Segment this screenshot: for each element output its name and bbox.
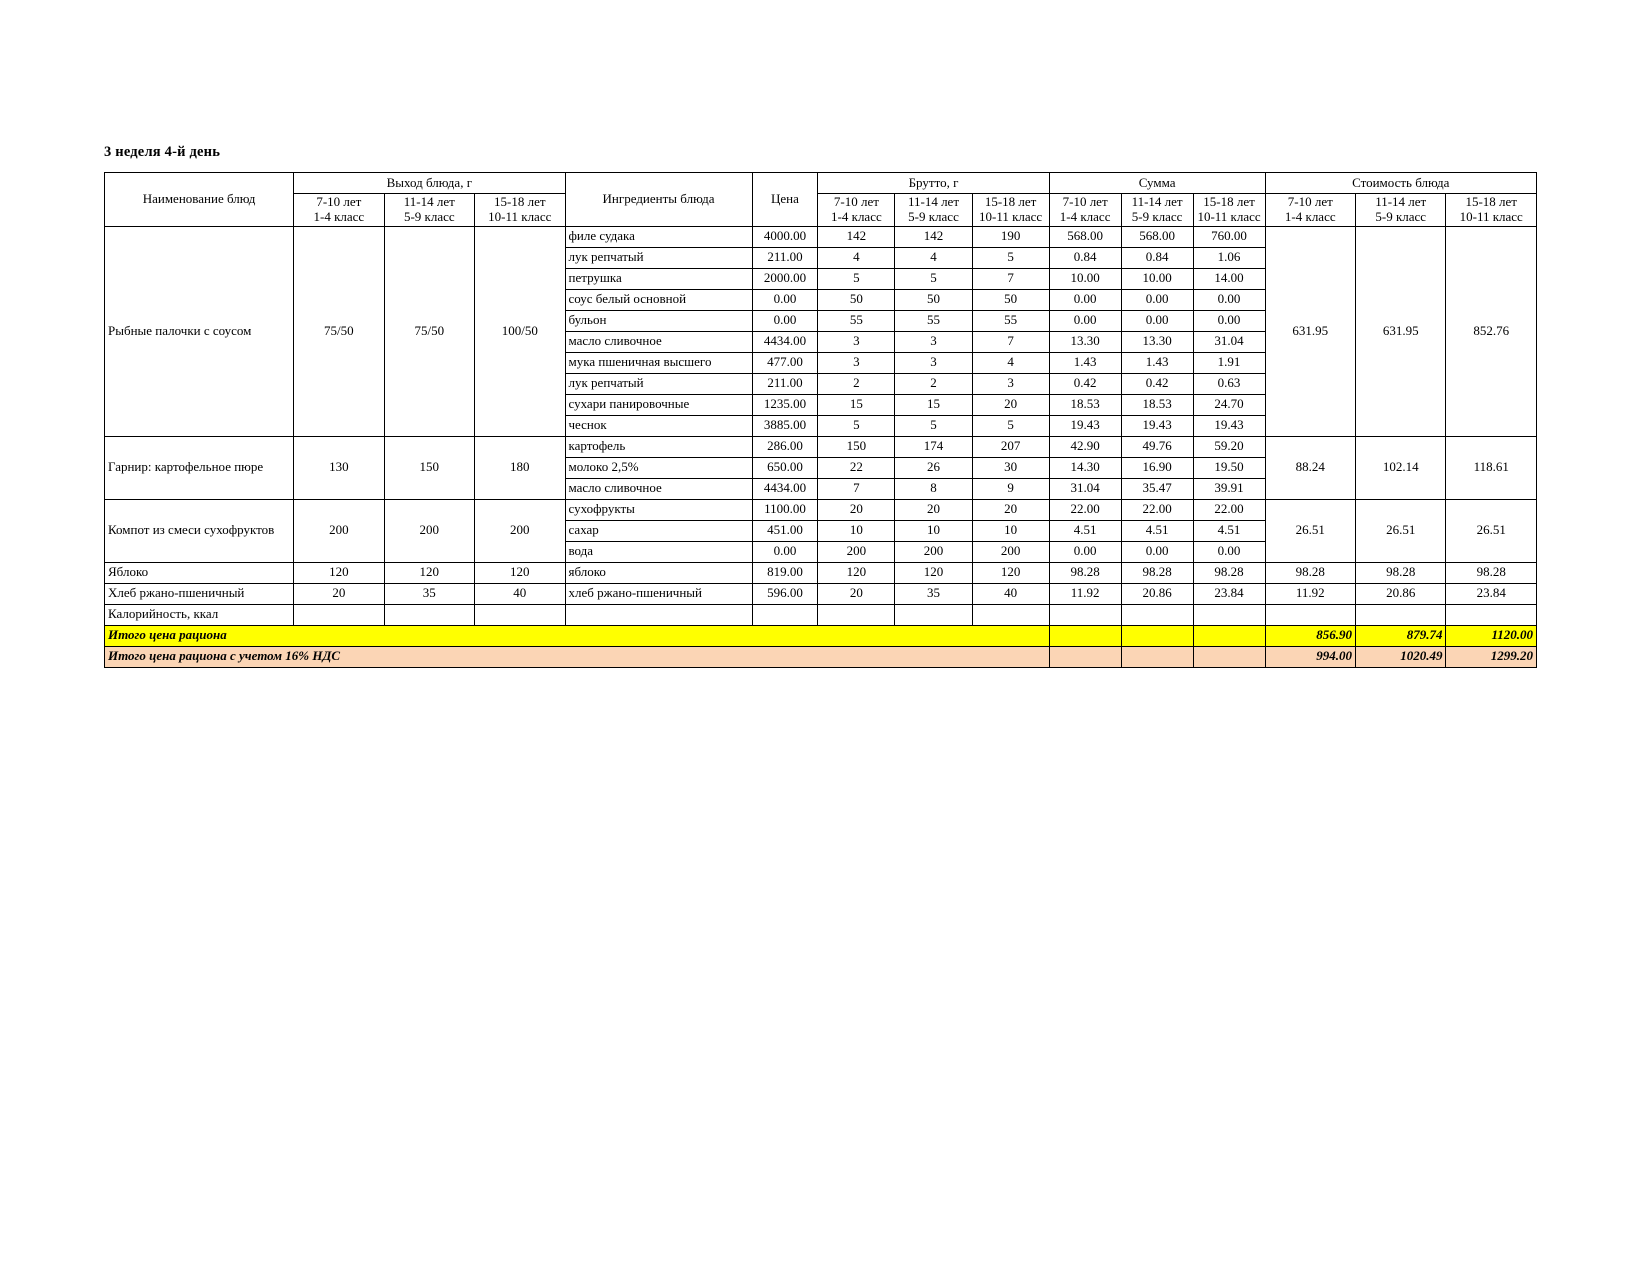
ingredient-price-cell: 451.00 [752,520,818,541]
ingredient-price-cell: 0.00 [752,541,818,562]
dish-yield-cell-0: 130 [294,436,384,499]
ingredient-gross-cell-1: 26 [895,457,972,478]
dish-yield-cell-1: 150 [384,436,474,499]
total-value-1: 879.74 [1356,625,1446,646]
ingredient-gross-cell-0: 15 [818,394,895,415]
calories-cell [1121,604,1193,625]
dish-cost-cell-0: 11.92 [1265,583,1355,604]
ingredient-name-cell: лук репчатый [565,373,752,394]
calories-value-0 [1265,604,1355,625]
ingredient-gross-cell-1: 5 [895,415,972,436]
ingredient-name-cell: филе судака [565,226,752,247]
dish-yield-cell-0: 75/50 [294,226,384,436]
header-yield: Выход блюда, г [294,173,565,194]
ingredient-sum-cell-0: 4.51 [1049,520,1121,541]
ingredient-price-cell: 211.00 [752,247,818,268]
ingredient-gross-cell-2: 4 [972,352,1049,373]
ingredient-sum-cell-0: 22.00 [1049,499,1121,520]
ingredient-price-cell: 477.00 [752,352,818,373]
ingredient-sum-cell-2: 31.04 [1193,331,1265,352]
total-vat-value-1: 1020.49 [1356,646,1446,667]
ingredient-gross-cell-0: 20 [818,499,895,520]
ingredient-sum-cell-2: 59.20 [1193,436,1265,457]
dish-yield-cell-1: 75/50 [384,226,474,436]
total-spacer [1121,625,1193,646]
ingredient-price-cell: 4434.00 [752,331,818,352]
ingredient-price-cell: 4434.00 [752,478,818,499]
header-sum-age-0: 7-10 лет 1-4 класс [1049,194,1121,227]
ingredient-name-cell: бульон [565,310,752,331]
ingredient-gross-cell-2: 7 [972,331,1049,352]
header-yield-age-2: 15-18 лет 10-11 класс [475,194,565,227]
ingredient-price-cell: 819.00 [752,562,818,583]
ingredient-sum-cell-1: 35.47 [1121,478,1193,499]
ingredient-name-cell: чеснок [565,415,752,436]
ingredient-gross-cell-1: 200 [895,541,972,562]
ingredient-gross-cell-2: 5 [972,415,1049,436]
dish-cost-cell-2: 852.76 [1446,226,1537,436]
ingredient-gross-cell-1: 15 [895,394,972,415]
ingredient-sum-cell-1: 13.30 [1121,331,1193,352]
ingredient-price-cell: 3885.00 [752,415,818,436]
ingredient-gross-cell-0: 20 [818,583,895,604]
ingredient-sum-cell-0: 14.30 [1049,457,1121,478]
ingredient-price-cell: 0.00 [752,289,818,310]
ingredient-sum-cell-0: 0.00 [1049,310,1121,331]
ingredient-gross-cell-2: 50 [972,289,1049,310]
total-vat-row [105,646,1537,667]
calories-cell [475,604,565,625]
ingredient-name-cell: сухофрукты [565,499,752,520]
menu-table [104,172,1537,668]
ingredient-gross-cell-1: 2 [895,373,972,394]
ingredient-gross-cell-2: 190 [972,226,1049,247]
ingredient-price-cell: 1100.00 [752,499,818,520]
ingredient-sum-cell-1: 20.86 [1121,583,1193,604]
ingredient-sum-cell-1: 10.00 [1121,268,1193,289]
ingredient-name-cell: соус белый основной [565,289,752,310]
ingredient-sum-cell-0: 0.42 [1049,373,1121,394]
header-yield-age-0: 7-10 лет 1-4 класс [294,194,384,227]
table-footer [105,604,1537,667]
calories-cell [294,604,384,625]
header-price: Цена [752,173,818,227]
ingredient-gross-cell-2: 3 [972,373,1049,394]
header-sum-age-1: 11-14 лет 5-9 класс [1121,194,1193,227]
header-yield-age-1: 11-14 лет 5-9 класс [384,194,474,227]
header-sum: Сумма [1049,173,1265,194]
ingredient-sum-cell-2: 22.00 [1193,499,1265,520]
calories-value-1 [1356,604,1446,625]
calories-value-2 [1446,604,1537,625]
dish-name-cell: Рыбные палочки с соусом [105,226,294,436]
ingredient-gross-cell-0: 5 [818,415,895,436]
ingredient-sum-cell-1: 0.00 [1121,541,1193,562]
ingredient-name-cell: сухари панировочные [565,394,752,415]
ingredient-gross-cell-1: 174 [895,436,972,457]
calories-cell [1193,604,1265,625]
ingredient-gross-cell-0: 3 [818,331,895,352]
ingredient-gross-cell-1: 120 [895,562,972,583]
header-dish-name: Наименование блюд [105,173,294,227]
dish-cost-cell-1: 26.51 [1356,499,1446,562]
ingredient-sum-cell-0: 568.00 [1049,226,1121,247]
ingredient-gross-cell-0: 55 [818,310,895,331]
ingredient-sum-cell-2: 1.91 [1193,352,1265,373]
header-row-top [105,173,1537,194]
table-body [105,226,1537,604]
dish-cost-cell-1: 98.28 [1356,562,1446,583]
dish-cost-cell-0: 88.24 [1265,436,1355,499]
total-vat-value-0: 994.00 [1265,646,1355,667]
ingredient-sum-cell-2: 19.50 [1193,457,1265,478]
ingredient-sum-cell-1: 98.28 [1121,562,1193,583]
ingredient-gross-cell-0: 4 [818,247,895,268]
ingredient-gross-cell-2: 7 [972,268,1049,289]
dish-yield-cell-2: 40 [475,583,565,604]
dish-yield-cell-2: 100/50 [475,226,565,436]
ingredient-sum-cell-2: 98.28 [1193,562,1265,583]
ingredient-gross-cell-1: 55 [895,310,972,331]
ingredient-sum-cell-1: 19.43 [1121,415,1193,436]
total-row [105,625,1537,646]
ingredient-gross-cell-1: 35 [895,583,972,604]
ingredient-sum-cell-1: 49.76 [1121,436,1193,457]
ingredient-gross-cell-1: 20 [895,499,972,520]
ingredient-price-cell: 1235.00 [752,394,818,415]
calories-row [105,604,1537,625]
ingredient-name-cell: хлеб ржано-пшеничный [565,583,752,604]
dish-yield-cell-1: 35 [384,583,474,604]
calories-cell [895,604,972,625]
ingredient-gross-cell-1: 3 [895,352,972,373]
ingredient-sum-cell-0: 19.43 [1049,415,1121,436]
menu-table-container [104,172,1537,668]
total-vat-value-2: 1299.20 [1446,646,1537,667]
calories-cell [384,604,474,625]
ingredient-sum-cell-2: 24.70 [1193,394,1265,415]
total-label: Итого цена рациона [105,625,1050,646]
dish-cost-cell-1: 20.86 [1356,583,1446,604]
ingredient-sum-cell-2: 1.06 [1193,247,1265,268]
table-row [105,562,1537,583]
ingredient-gross-cell-1: 50 [895,289,972,310]
ingredient-name-cell: лук репчатый [565,247,752,268]
ingredient-gross-cell-1: 5 [895,268,972,289]
ingredient-gross-cell-0: 22 [818,457,895,478]
ingredient-gross-cell-2: 30 [972,457,1049,478]
table-row [105,583,1537,604]
total-value-2: 1120.00 [1446,625,1537,646]
dish-cost-cell-0: 98.28 [1265,562,1355,583]
ingredient-sum-cell-2: 4.51 [1193,520,1265,541]
ingredient-sum-cell-0: 31.04 [1049,478,1121,499]
ingredient-sum-cell-0: 42.90 [1049,436,1121,457]
dish-cost-cell-2: 118.61 [1446,436,1537,499]
dish-yield-cell-0: 20 [294,583,384,604]
total-vat-spacer [1049,646,1121,667]
ingredient-gross-cell-0: 10 [818,520,895,541]
header-sum-age-2: 15-18 лет 10-11 класс [1193,194,1265,227]
ingredient-sum-cell-1: 22.00 [1121,499,1193,520]
total-vat-spacer [1193,646,1265,667]
ingredient-price-cell: 2000.00 [752,268,818,289]
ingredient-gross-cell-0: 200 [818,541,895,562]
ingredient-sum-cell-2: 0.00 [1193,289,1265,310]
dish-yield-cell-0: 200 [294,499,384,562]
dish-yield-cell-1: 120 [384,562,474,583]
total-spacer [1193,625,1265,646]
ingredient-sum-cell-2: 14.00 [1193,268,1265,289]
calories-label: Калорийность, ккал [105,604,294,625]
ingredient-sum-cell-0: 18.53 [1049,394,1121,415]
ingredient-sum-cell-0: 0.00 [1049,541,1121,562]
ingredient-sum-cell-0: 98.28 [1049,562,1121,583]
ingredient-sum-cell-2: 0.00 [1193,541,1265,562]
ingredient-gross-cell-0: 142 [818,226,895,247]
dish-yield-cell-1: 200 [384,499,474,562]
ingredient-gross-cell-2: 120 [972,562,1049,583]
ingredient-sum-cell-0: 0.84 [1049,247,1121,268]
ingredient-sum-cell-1: 0.00 [1121,289,1193,310]
ingredient-name-cell: масло сливочное [565,478,752,499]
ingredient-sum-cell-1: 0.00 [1121,310,1193,331]
ingredient-gross-cell-0: 50 [818,289,895,310]
total-vat-label: Итого цена рациона с учетом 16% НДС [105,646,1050,667]
ingredient-sum-cell-1: 18.53 [1121,394,1193,415]
dish-name-cell: Компот из смеси сухофруктов [105,499,294,562]
header-row-age-groups [105,194,1537,227]
ingredient-price-cell: 286.00 [752,436,818,457]
ingredient-price-cell: 596.00 [752,583,818,604]
table-row [105,499,1537,520]
header-gross-age-2: 15-18 лет 10-11 класс [972,194,1049,227]
ingredient-name-cell: яблоко [565,562,752,583]
calories-cell [752,604,818,625]
dish-cost-cell-2: 26.51 [1446,499,1537,562]
ingredient-sum-cell-2: 19.43 [1193,415,1265,436]
dish-cost-cell-0: 631.95 [1265,226,1355,436]
ingredient-gross-cell-1: 3 [895,331,972,352]
ingredient-sum-cell-0: 13.30 [1049,331,1121,352]
ingredient-sum-cell-0: 0.00 [1049,289,1121,310]
table-header [105,173,1537,227]
ingredient-gross-cell-0: 2 [818,373,895,394]
ingredient-name-cell: картофель [565,436,752,457]
ingredient-gross-cell-0: 120 [818,562,895,583]
header-ingredients: Ингредиенты блюда [565,173,752,227]
header-cost-age-0: 7-10 лет 1-4 класс [1265,194,1355,227]
dish-cost-cell-0: 26.51 [1265,499,1355,562]
ingredient-sum-cell-1: 16.90 [1121,457,1193,478]
ingredient-gross-cell-2: 10 [972,520,1049,541]
header-gross: Брутто, г [818,173,1049,194]
ingredient-price-cell: 0.00 [752,310,818,331]
ingredient-gross-cell-1: 10 [895,520,972,541]
ingredient-gross-cell-1: 4 [895,247,972,268]
ingredient-gross-cell-2: 5 [972,247,1049,268]
ingredient-sum-cell-2: 0.63 [1193,373,1265,394]
ingredient-sum-cell-1: 0.42 [1121,373,1193,394]
ingredient-sum-cell-0: 1.43 [1049,352,1121,373]
ingredient-sum-cell-1: 1.43 [1121,352,1193,373]
ingredient-gross-cell-1: 142 [895,226,972,247]
ingredient-price-cell: 650.00 [752,457,818,478]
ingredient-sum-cell-2: 23.84 [1193,583,1265,604]
dish-name-cell: Яблоко [105,562,294,583]
ingredient-gross-cell-1: 8 [895,478,972,499]
ingredient-sum-cell-1: 4.51 [1121,520,1193,541]
ingredient-sum-cell-0: 10.00 [1049,268,1121,289]
ingredient-gross-cell-0: 7 [818,478,895,499]
ingredient-name-cell: сахар [565,520,752,541]
page-title: 3 неделя 4-й день [104,144,221,160]
ingredient-gross-cell-2: 20 [972,499,1049,520]
ingredient-name-cell: вода [565,541,752,562]
calories-cell [565,604,752,625]
ingredient-sum-cell-2: 39.91 [1193,478,1265,499]
ingredient-gross-cell-2: 200 [972,541,1049,562]
ingredient-gross-cell-0: 3 [818,352,895,373]
dish-cost-cell-1: 102.14 [1356,436,1446,499]
header-cost-age-2: 15-18 лет 10-11 класс [1446,194,1537,227]
ingredient-sum-cell-2: 760.00 [1193,226,1265,247]
dish-name-cell: Хлеб ржано-пшеничный [105,583,294,604]
dish-cost-cell-2: 23.84 [1446,583,1537,604]
ingredient-gross-cell-2: 20 [972,394,1049,415]
total-spacer [1049,625,1121,646]
ingredient-gross-cell-0: 5 [818,268,895,289]
total-value-0: 856.90 [1265,625,1355,646]
ingredient-gross-cell-2: 9 [972,478,1049,499]
ingredient-price-cell: 211.00 [752,373,818,394]
dish-name-cell: Гарнир: картофельное пюре [105,436,294,499]
ingredient-name-cell: петрушка [565,268,752,289]
ingredient-sum-cell-1: 568.00 [1121,226,1193,247]
ingredient-name-cell: мука пшеничная высшего [565,352,752,373]
ingredient-sum-cell-0: 11.92 [1049,583,1121,604]
ingredient-name-cell: молоко 2,5% [565,457,752,478]
dish-cost-cell-1: 631.95 [1356,226,1446,436]
header-cost: Стоимость блюда [1265,173,1536,194]
table-row [105,226,1537,247]
dish-cost-cell-2: 98.28 [1446,562,1537,583]
header-cost-age-1: 11-14 лет 5-9 класс [1356,194,1446,227]
calories-cell [818,604,895,625]
ingredient-gross-cell-2: 207 [972,436,1049,457]
ingredient-gross-cell-0: 150 [818,436,895,457]
ingredient-gross-cell-2: 40 [972,583,1049,604]
ingredient-sum-cell-1: 0.84 [1121,247,1193,268]
ingredient-name-cell: масло сливочное [565,331,752,352]
header-gross-age-0: 7-10 лет 1-4 класс [818,194,895,227]
dish-yield-cell-2: 180 [475,436,565,499]
total-vat-spacer [1121,646,1193,667]
table-row [105,436,1537,457]
calories-cell [972,604,1049,625]
dish-yield-cell-2: 120 [475,562,565,583]
ingredient-sum-cell-2: 0.00 [1193,310,1265,331]
dish-yield-cell-0: 120 [294,562,384,583]
dish-yield-cell-2: 200 [475,499,565,562]
calories-cell [1049,604,1121,625]
ingredient-gross-cell-2: 55 [972,310,1049,331]
ingredient-price-cell: 4000.00 [752,226,818,247]
header-gross-age-1: 11-14 лет 5-9 класс [895,194,972,227]
